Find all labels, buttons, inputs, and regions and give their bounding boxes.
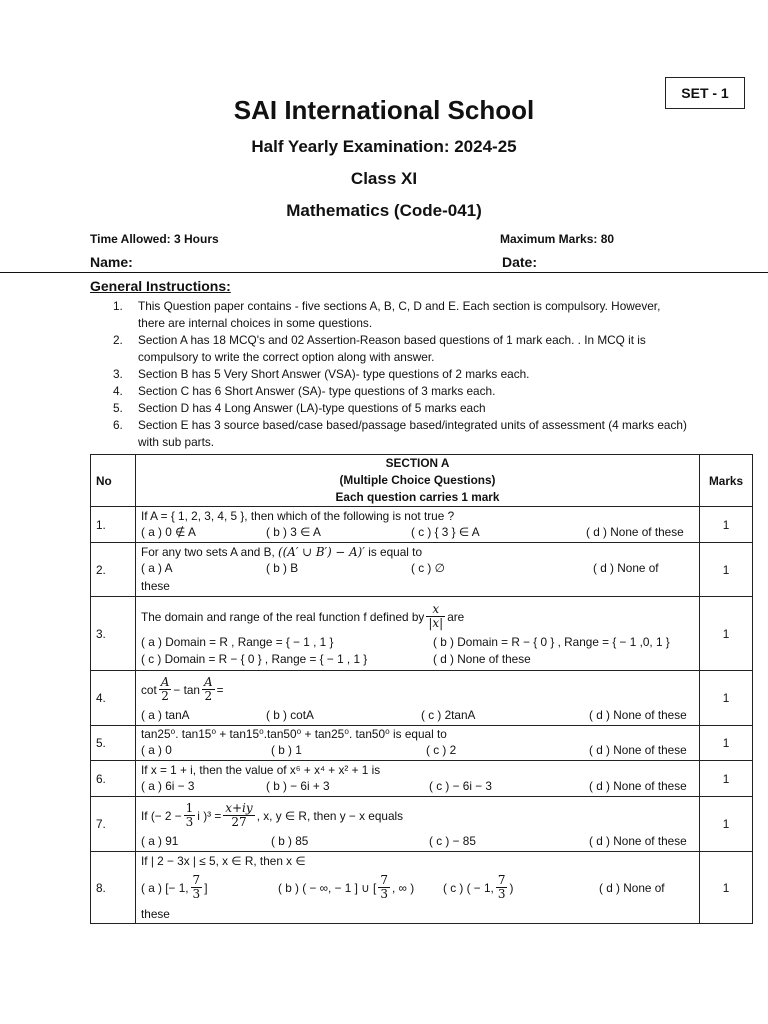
options [141,708,694,725]
question-number: 3. [91,597,136,671]
exam-title: Half Yearly Examination: 2024-25 [251,137,517,156]
instruction-item: 6. Section E has 3 source based/case based/passage based/integrated units of assessment (4 marks each) with sub parts. [113,418,687,449]
table-row [91,597,753,671]
table-row [91,726,753,761]
question-number: 6. [91,761,136,797]
option-c: ( c ) ( − 1, $\frac{7}{3}$ ) [443,873,514,901]
question-number: 8. [91,852,136,924]
fraction: $\frac{A}{2}$ [160,675,170,703]
question-number: 1. [91,507,136,543]
options [141,525,694,542]
question-text: tan25⁰. tan15⁰ + tan15⁰.tan50⁰ + tan25⁰. tan50⁰ is equal to [141,727,447,741]
school-name: SAI International School [233,95,535,125]
col-no-header: No [91,455,136,507]
instruction-item: 5. Section D has 4 Long Answer (LA)-type questions of 5 marks each [113,401,486,415]
options [141,834,694,851]
question-cell [136,852,700,924]
fraction: $\frac{x}{|x|}$ [428,602,444,630]
option-d: ( d ) None of these [589,743,687,757]
instruction-item: 3. Section B has 5 Very Short Answer (VSA)- type questions of 2 marks each. [113,367,530,381]
option-b: ( b ) cotA [266,707,314,722]
question-number: 4. [91,671,136,726]
col-marks-header: Marks [700,455,753,507]
fraction: $\frac{7}{3}$ [192,873,201,901]
option-c: ( c ) ∅ [411,561,445,575]
section-note: Each question carries 1 mark [335,490,500,504]
question-cell [136,597,700,671]
instructions-list [90,298,690,451]
options [141,779,694,796]
option-c: ( c ) − 6i − 3 [429,778,492,793]
option-c: ( c ) − 85 [429,833,476,848]
fraction: $\frac{1}{3}$ [185,801,194,829]
set-expression: ((A′ ∪ B′) − A)′ [278,545,365,559]
section-subtitle: (Multiple Choice Questions) [339,473,496,487]
option-b: ( b ) − 6i + 3 [266,778,330,793]
option-b: ( b ) ( − ∞, − 1 ] ∪ [ $\frac{7}{3}$ , ∞ ) [278,873,415,901]
option-a: ( a ) Domain = R , Range = { − 1 , 1 } [141,634,334,649]
option-a: ( a ) tanA [141,707,190,722]
question-number: 5. [91,726,136,761]
question-text: The domain and range of the real function f defined by $\frac{x}{|x|}$ are [141,602,465,630]
question-marks: 1 [700,797,753,852]
time-allowed: Time Allowed: 3 Hours [90,232,219,246]
option-d: ( d ) None of these [589,707,687,722]
table-row [91,761,753,797]
section-header [136,455,700,507]
question-marks: 1 [700,597,753,671]
header-divider [0,272,768,273]
option-c: ( c ) { 3 } ∈ A [411,524,480,539]
option-a: ( a ) 0 [141,743,172,757]
date-label: Date: [502,254,538,270]
max-marks: Maximum Marks: 80 [500,232,615,246]
options [141,743,694,760]
option-d: ( d ) None of these [589,778,687,793]
table-row [91,507,753,543]
section-title: SECTION A [385,456,450,470]
question-cell [136,761,700,797]
table-row [91,797,753,852]
fraction: $\frac{A}{2}$ [204,675,213,703]
class-label: Class XI [350,169,418,188]
question-text: If x = 1 + i, then the value of x⁶ + x⁴ + x² + 1 is [141,762,381,777]
options [141,561,694,578]
option-c: ( c ) 2tanA [421,707,476,722]
option-a: ( a ) 0 ∉ A [141,524,196,539]
option-c: ( c ) Domain = R − { 0 } , Range = { − 1 , 1 } [141,651,368,666]
question-marks: 1 [700,852,753,924]
table-row [91,852,753,924]
option-d: ( d ) None of these [589,833,687,848]
name-label: Name: [90,254,133,270]
question-number: 2. [91,543,136,597]
option-a: ( a ) 91 [141,833,179,848]
option-d: ( d ) None of [593,561,659,575]
question-cell [136,797,700,852]
question-text: If | 2 − 3x | ≤ 5, x ∈ R, then x ∈ [141,853,306,868]
question-text: If A = { 1, 2, 3, 4, 5 }, then which of the following is not true ? [141,508,455,523]
instruction-item: 2. Section A has 18 MCQ's and 02 Assertion-Reason based questions of 1 mark each. . In MCQ it is compulsory to write the correct option along with answer. [113,333,646,364]
question-cell [136,726,700,761]
option-d-cont: these [141,579,170,593]
option-d-cont: these [141,906,170,921]
option-b: ( b ) B [266,561,299,575]
option-b: ( b ) 1 [271,743,302,757]
options [141,652,694,669]
table-header-row [91,455,753,507]
question-cell [136,507,700,543]
instruction-item: 1. This Question paper contains - five sections A, B, C, D and E. Each section is compulsory. However, there are internal choices in some questions. [113,299,661,330]
option-d: ( d ) None of [599,880,665,895]
question-number: 7. [91,797,136,852]
option-d: ( d ) None of these [586,524,684,539]
option-a: ( a ) 6i − 3 [141,778,195,793]
option-a: ( a ) [− 1, $\frac{7}{3}$ ] [141,873,208,901]
question-cell [136,671,700,726]
question-marks: 1 [700,507,753,543]
instructions-title: General Instructions: [90,278,231,294]
instruction-item: 4. Section C has 6 Short Answer (SA)- type questions of 3 marks each. [113,384,496,398]
set-label: SET - 1 [665,77,745,109]
options [141,635,694,652]
option-b: ( b ) Domain = R − { 0 } , Range = { − 1 ,0, 1 } [433,634,670,649]
question-text: For any two sets A and B, ((A′ ∪ B′) − A)′ is equal to [141,545,423,559]
question-text: cot $\frac{A}{2}$ − tan $\frac{A}{2}$ = [141,675,224,703]
option-c: ( c ) 2 [426,743,457,757]
option-d: ( d ) None of these [433,651,531,666]
question-table [90,454,753,924]
option-a: ( a ) A [141,561,173,575]
option-b: ( b ) 3 ∈ A [266,524,321,539]
fraction: $\frac{7}{3}$ [380,873,388,901]
question-marks: 1 [700,761,753,797]
question-marks: 1 [700,671,753,726]
question-marks: 1 [700,726,753,761]
option-b: ( b ) 85 [271,833,309,848]
question-cell [136,543,700,597]
subject-label: Mathematics (Code-041) [286,201,482,220]
fraction: $\frac{x+iy}{27}$ [225,801,253,829]
table-row [91,543,753,597]
question-marks: 1 [700,543,753,597]
question-text: If (− 2 − $\frac{1}{3}$ i )³ = $\frac{x+iy}{27}$ , x, y ∈ R, then y − x equals [141,801,404,829]
options [141,870,694,906]
fraction: $\frac{7}{3}$ [497,873,506,901]
table-row [91,671,753,726]
